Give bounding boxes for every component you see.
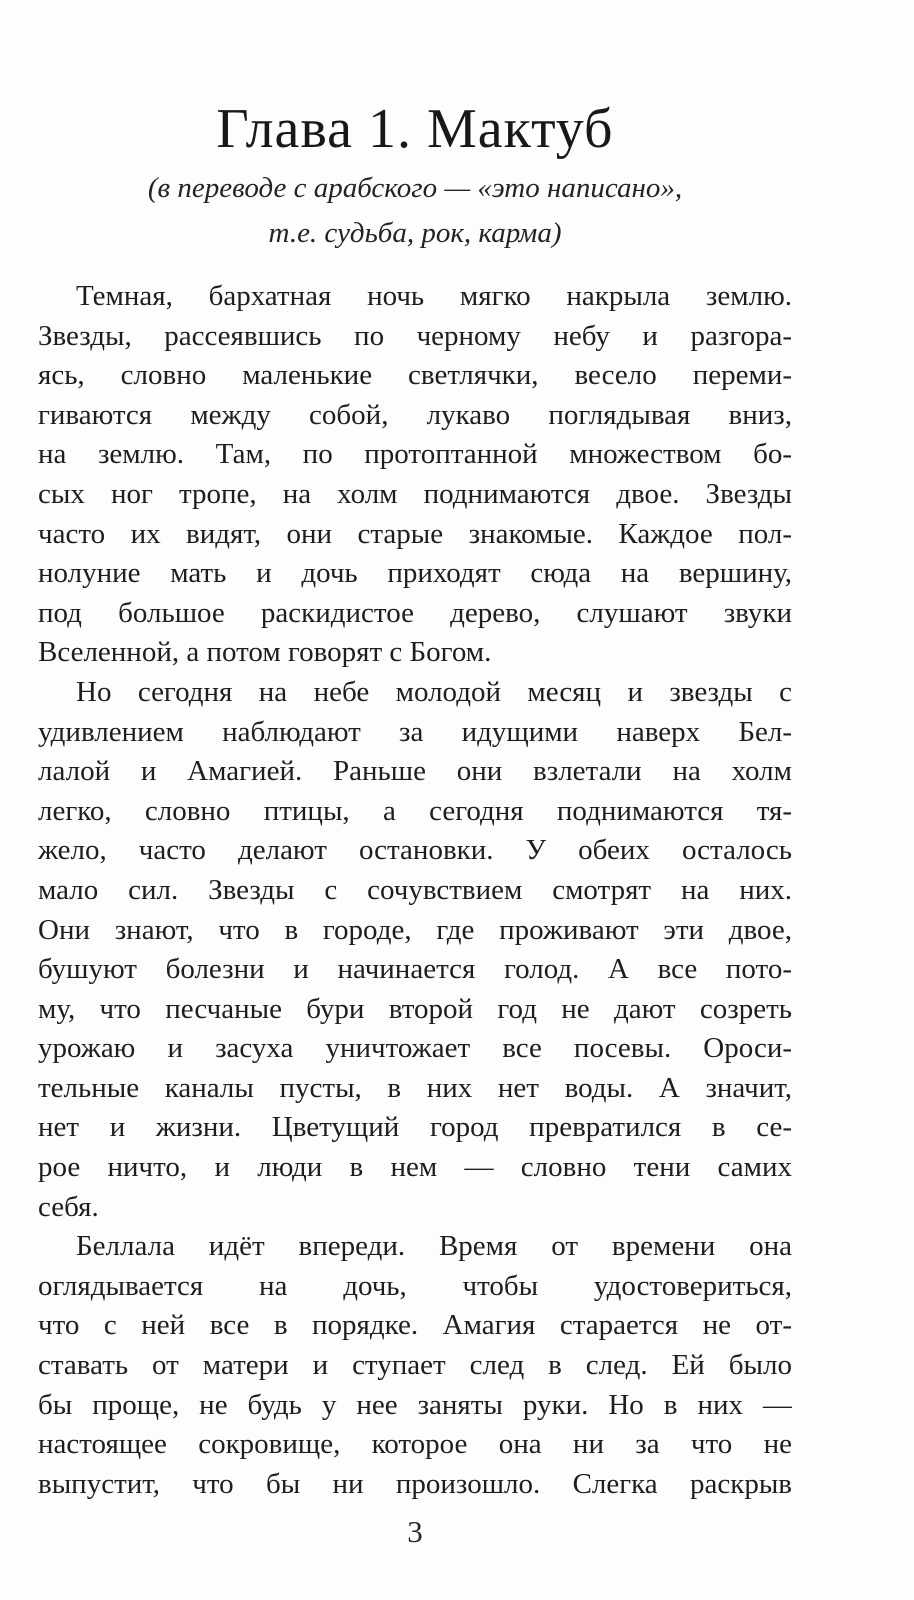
- chapter-title: Глава 1. Мактуб: [216, 98, 614, 160]
- body-line: Звезды, рассеявшись по черному небу и разгора-: [38, 319, 792, 352]
- body-line: гиваются между собой, лукаво поглядывая вниз,: [38, 398, 792, 431]
- body-line: себя.: [38, 1190, 99, 1223]
- body-line: оглядывается на дочь, чтобы удостовериться,: [38, 1269, 792, 1302]
- body-line: выпустит, что бы ни произошло. Слегка раскрыв: [38, 1467, 792, 1500]
- body-line: ставать от матери и ступает след в след. Ей было: [38, 1349, 792, 1382]
- body-line: бы проще, не будь у нее заняты руки. Но в них —: [38, 1388, 792, 1421]
- body-line: сых ног тропе, на холм поднимаются двое. Звезды: [38, 477, 792, 510]
- body-line: Вселенной, а потом говорят с Богом.: [38, 636, 492, 669]
- body-line: нет и жизни. Цветущий город превратился в се-: [38, 1111, 792, 1144]
- body-line: настоящее сокровище, которое она ни за что не: [38, 1428, 792, 1461]
- body-line: на землю. Там, по протоптанной множеством бо-: [38, 438, 792, 471]
- body-line: под большое раскидистое дерево, слушают звуки: [38, 596, 792, 629]
- body-line: что с ней все в порядке. Амагия старается не от-: [38, 1309, 792, 1342]
- body-line: лалой и Амагией. Раньше они взлетали на холм: [38, 755, 792, 788]
- body-line: жело, часто делают остановки. У обеих осталось: [38, 834, 792, 867]
- body-line: тельные каналы пусты, в них нет воды. А значит,: [38, 1071, 792, 1104]
- body-line: урожаю и засуха уничтожает все посевы. Ороси-: [38, 1032, 792, 1065]
- body-line: мало сил. Звезды с сочувствием смотрят на них.: [38, 873, 792, 906]
- body-line: Но сегодня на небе молодой месяц и звезды с: [76, 675, 792, 708]
- body-line: ясь, словно маленькие светлячки, весело переми-: [38, 359, 792, 392]
- body-line: Они знают, что в городе, где проживают эти двое,: [38, 913, 792, 946]
- body-line: му, что песчаные бури второй год не дают созреть: [38, 992, 792, 1025]
- body-line: легко, словно птицы, а сегодня поднимаются тя-: [38, 794, 792, 827]
- chapter-subtitle-line-1: (в переводе с арабского — «это написано»,: [147, 172, 683, 204]
- body-line: Темная, бархатная ночь мягко накрыла землю.: [76, 280, 792, 312]
- chapter-subtitle-line-2: т.е. судьба, рок, карма): [268, 217, 562, 249]
- body-line: бушуют болезни и начинается голод. А все пото-: [38, 953, 792, 986]
- body-line: нолуние мать и дочь приходят сюда на вершину,: [38, 557, 792, 590]
- body-line: Беллала идёт впереди. Время от времени она: [76, 1230, 792, 1263]
- body-line: часто их видят, они старые знакомые. Каждое пол-: [38, 517, 792, 550]
- page-number: 3: [407, 1514, 423, 1549]
- chapter-subtitle: [38, 166, 792, 256]
- body-line: удивлением наблюдают за идущими наверх Бел-: [38, 715, 792, 748]
- body-line: рое ничто, и люди в нем — словно тени самих: [38, 1151, 792, 1184]
- body-text: [38, 277, 792, 1504]
